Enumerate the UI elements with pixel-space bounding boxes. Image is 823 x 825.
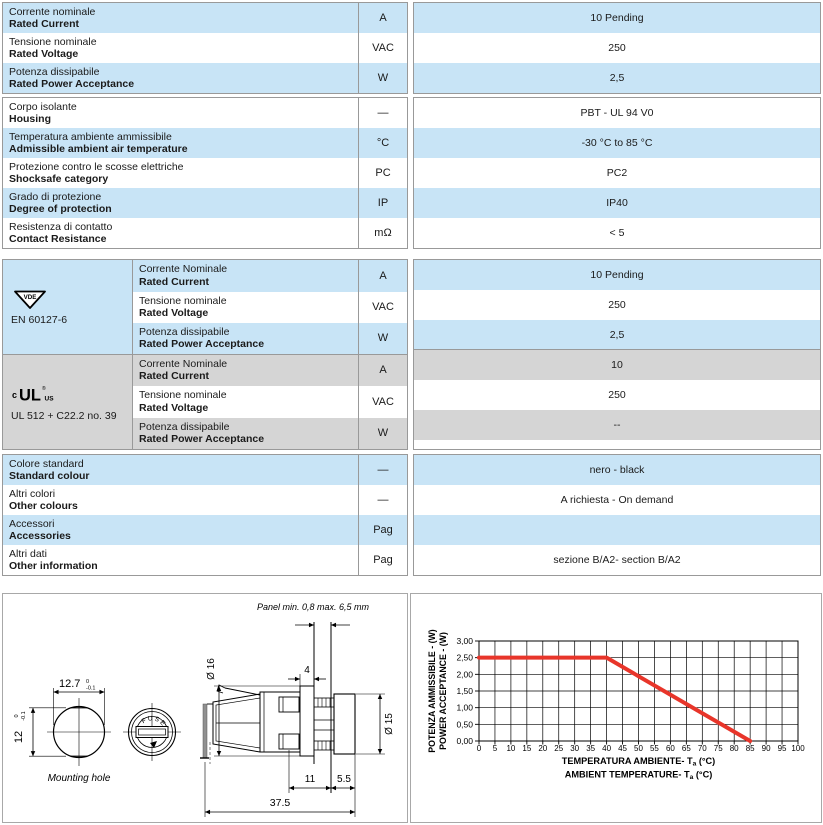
len-rear-dim: 11 — [304, 774, 316, 785]
hole-height-tol-hi: 0 — [14, 714, 20, 718]
svg-text:1,50: 1,50 — [456, 686, 473, 696]
svg-text:3,00: 3,00 — [456, 636, 473, 646]
unit-cell: Pag — [373, 554, 393, 566]
svg-text:POTENZA AMMISSIBILE - (W): POTENZA AMMISSIBILE - (W) — [427, 629, 437, 753]
label-en: Rated Voltage — [9, 48, 79, 60]
label-en: Standard colour — [9, 470, 90, 482]
label-en: Shocksafe category — [9, 173, 109, 185]
vde-approval-cell — [3, 260, 132, 355]
hole-height-dim: 12 — [13, 730, 25, 744]
row-ul-rated-current — [133, 355, 407, 387]
general-value-table — [413, 97, 821, 249]
svg-text:10: 10 — [506, 744, 516, 753]
label-it: Altri dati — [9, 547, 47, 560]
label-en: Other colours — [9, 500, 78, 512]
svg-text:100: 100 — [791, 744, 805, 753]
svg-text:15: 15 — [522, 744, 532, 753]
value-ambient-temperature: -30 °C to 85 °C — [414, 128, 820, 158]
label-it: Temperatura ambiente ammissibile — [9, 130, 172, 143]
ul-logo-icon — [11, 381, 67, 407]
flange-len-dim: 4 — [304, 665, 310, 676]
label-en: Rated Voltage — [139, 307, 209, 320]
value-accessories — [414, 515, 820, 545]
unit-cell: W — [377, 427, 389, 440]
hole-width-tol-hi: 0 — [86, 679, 90, 685]
svg-text:90: 90 — [761, 744, 771, 753]
unit-cell: A — [379, 269, 387, 282]
svg-text:40: 40 — [602, 744, 612, 753]
label-en: Degree of protection — [9, 203, 112, 215]
unit-cell: °C — [376, 137, 390, 149]
row-standard-colour — [3, 455, 407, 485]
mounting-hole-view — [13, 678, 111, 784]
ul-logo-registered: ® — [42, 386, 46, 393]
derating-chart — [411, 594, 821, 822]
svg-text:0,00: 0,00 — [456, 736, 473, 746]
mounting-hole-label: Mounting hole — [47, 773, 111, 784]
svg-text:TEMPERATURA AMBIENTE- Ta (°C): TEMPERATURA AMBIENTE- Ta (°C) — [561, 756, 716, 768]
ul-standard: UL 512 + C22.2 no. 39 — [11, 410, 117, 423]
unit-cell: A — [379, 364, 387, 377]
svg-text:70: 70 — [697, 744, 707, 753]
svg-text:80: 80 — [729, 744, 739, 753]
value-vde-rated-power: 2,5 — [414, 320, 820, 350]
label-en: Rated Power Acceptance — [139, 433, 265, 446]
value-vde-rated-current: 10 Pending — [414, 260, 820, 290]
value-rated-power: 2,5 — [414, 63, 820, 93]
label-it: Altri colori — [9, 487, 56, 500]
svg-text:POWER ACCEPTANCE - (W): POWER ACCEPTANCE - (W) — [438, 632, 448, 750]
svg-text:60: 60 — [665, 744, 675, 753]
unit-cell: mΩ — [374, 227, 392, 239]
body-dia-dim: Ø 16 — [206, 658, 217, 680]
label-en: Contact Resistance — [9, 233, 107, 245]
unit-cell: A — [379, 12, 387, 24]
fuse-cap-text: FUSE — [140, 715, 168, 729]
front-view — [123, 703, 181, 761]
label-it: Potenza dissipabile — [139, 420, 230, 433]
value-ul-rated-power: -- — [414, 410, 820, 440]
value-ul-rated-current: 10 — [414, 350, 820, 380]
svg-text:55: 55 — [649, 744, 659, 753]
label-it: Potenza dissipabile — [139, 325, 230, 338]
label-en: Rated Current — [139, 370, 210, 383]
label-en: Accessories — [9, 530, 71, 542]
row-ambient-temperature — [3, 128, 407, 158]
ul-logo-us: US — [44, 395, 54, 403]
label-it: Corrente Nominale — [139, 357, 228, 370]
value-rated-voltage: 250 — [414, 33, 820, 63]
label-en: Housing — [9, 113, 51, 125]
approvals-value-table — [413, 259, 821, 450]
label-it: Protezione contro le scosse elettriche — [9, 160, 184, 173]
label-en: Rated Voltage — [139, 401, 209, 414]
row-contact-resistance — [3, 218, 407, 248]
row-accessories — [3, 515, 407, 545]
row-housing — [3, 98, 407, 128]
approvals-label-table — [2, 259, 408, 450]
value-other-colours: A richiesta - On demand — [414, 485, 820, 515]
label-it: Tensione nominale — [139, 294, 227, 307]
hole-width-dim: 12.7 — [59, 678, 81, 690]
unit-cell: VAC — [372, 42, 394, 54]
row-vde-rated-voltage — [133, 292, 407, 324]
side-view — [200, 602, 395, 817]
unit-cell: VAC — [372, 301, 394, 314]
derating-chart-panel — [410, 593, 822, 823]
svg-text:25: 25 — [554, 744, 564, 753]
svg-text:85: 85 — [745, 744, 755, 753]
value-other-information: sezione B/A2- section B/A2 — [414, 545, 820, 575]
unit-cell: W — [377, 72, 389, 84]
hole-height-tol-lo: -0.1 — [21, 711, 27, 721]
technical-drawing — [3, 594, 407, 822]
ratings-value-table — [413, 2, 821, 94]
svg-text:1,00: 1,00 — [456, 702, 473, 713]
panel-note: Panel min. 0,8 max. 6,5 mm — [256, 602, 370, 612]
svg-text:65: 65 — [681, 744, 691, 753]
vde-standard: EN 60127-6 — [11, 314, 68, 327]
general-label-table — [2, 97, 408, 249]
value-contact-resistance: < 5 — [414, 218, 820, 248]
unit-cell: — — [377, 494, 389, 506]
ratings-label-table — [2, 2, 408, 94]
ul-approval-cell — [3, 355, 132, 450]
label-it: Corrente nominale — [9, 5, 96, 18]
svg-text:20: 20 — [538, 744, 548, 753]
label-it: Colore standard — [9, 457, 84, 470]
len-knob-dim: 5.5 — [337, 774, 351, 785]
label-it: Resistenza di contatto — [9, 220, 113, 233]
row-ul-rated-power — [133, 418, 407, 450]
row-vde-rated-power — [133, 323, 407, 355]
svg-text:5: 5 — [492, 744, 498, 753]
unit-cell: PC — [375, 167, 391, 179]
unit-cell: Pag — [373, 524, 393, 536]
knob-dia-dim: Ø 15 — [384, 713, 395, 735]
ul-logo-ul: UL — [19, 386, 41, 405]
label-it: Tensione nominale — [9, 35, 97, 48]
row-other-colours — [3, 485, 407, 515]
svg-text:0: 0 — [476, 744, 482, 753]
row-shocksafe-category — [3, 158, 407, 188]
row-rated-current — [3, 3, 407, 33]
svg-text:50: 50 — [634, 744, 643, 753]
row-rated-voltage — [3, 33, 407, 63]
value-vde-rated-voltage: 250 — [414, 290, 820, 320]
len-total-dim: 37.5 — [269, 797, 291, 809]
svg-text:AMBIENT TEMPERATURE- Ta (°C): AMBIENT TEMPERATURE- Ta (°C) — [564, 769, 713, 782]
technical-drawing-panel — [2, 593, 408, 823]
svg-text:35: 35 — [586, 744, 596, 753]
label-it: Corrente Nominale — [139, 263, 228, 276]
value-ul-rated-voltage: 250 — [414, 380, 820, 410]
unit-cell: VAC — [372, 395, 394, 408]
label-en: Other information — [9, 560, 98, 572]
label-en: Admissible ambient air temperature — [9, 143, 188, 155]
value-shocksafe-category: PC2 — [414, 158, 820, 188]
label-en: Rated Power Acceptance — [139, 338, 265, 351]
info-value-table — [413, 454, 821, 576]
label-it: Tensione nominale — [139, 389, 227, 402]
value-standard-colour: nero - black — [414, 455, 820, 485]
row-rated-power — [3, 63, 407, 93]
label-en: Rated Current — [139, 275, 210, 288]
value-housing: PBT - UL 94 V0 — [414, 98, 820, 128]
vde-logo-icon — [11, 287, 49, 311]
hole-width-tol-lo: -0.1 — [86, 685, 96, 692]
svg-text:95: 95 — [777, 744, 787, 753]
label-it: Accessori — [9, 517, 55, 530]
svg-text:30: 30 — [570, 744, 580, 753]
vde-logo-text: VDE — [23, 294, 37, 302]
svg-text:75: 75 — [713, 744, 723, 753]
label-en: Rated Power Acceptance — [9, 78, 135, 90]
row-other-information — [3, 545, 407, 575]
unit-cell: — — [377, 107, 389, 119]
label-en: Rated Current — [9, 18, 80, 30]
value-degree-of-protection: IP40 — [414, 188, 820, 218]
row-ul-rated-voltage — [133, 386, 407, 418]
row-vde-rated-current — [133, 260, 407, 292]
svg-text:0,50: 0,50 — [456, 719, 473, 730]
row-degree-of-protection — [3, 188, 407, 218]
svg-text:45: 45 — [618, 744, 628, 753]
label-it: Corpo isolante — [9, 100, 77, 113]
svg-text:2,50: 2,50 — [456, 652, 473, 663]
label-it: Potenza dissipabile — [9, 65, 100, 78]
unit-cell: W — [377, 332, 389, 345]
unit-cell: — — [377, 464, 389, 476]
value-rated-current: 10 Pending — [414, 3, 820, 33]
unit-cell: IP — [377, 197, 389, 209]
ul-logo-c: c — [12, 390, 18, 401]
label-it: Grado di protezione — [9, 190, 102, 203]
info-label-table — [2, 454, 408, 576]
svg-text:2,00: 2,00 — [456, 669, 473, 680]
